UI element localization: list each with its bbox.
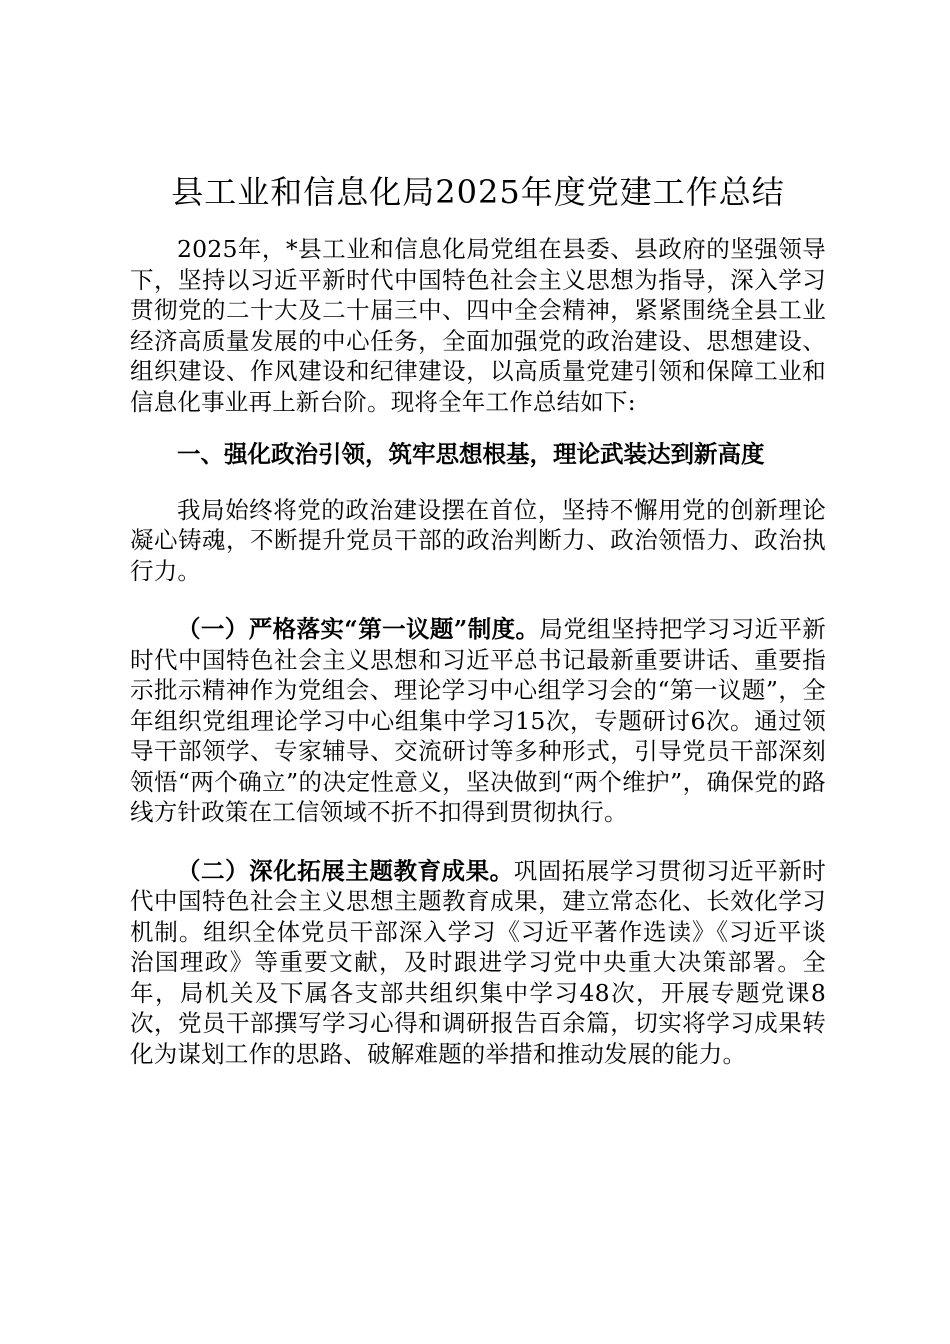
- document-page: [130, 165, 826, 1069]
- item-label: （二）深化拓展主题教育成果。: [177, 856, 514, 885]
- section-heading: 一、强化政治引领，筑牢思想根基，理论武装达到新高度: [177, 440, 765, 468]
- item-label: （一）严格落实“第一议题”制度。: [177, 615, 540, 643]
- section-lead-paragraph: 我局始终将党的政治建设摆在首位，坚持不懈用党的创新理论凝心铸魂，不断提升党员干部的政治判断力、政治领悟力、政治执行力。: [130, 495, 826, 585]
- document-title: 县工业和信息化局2025年度党建工作总结: [171, 173, 785, 211]
- item-text: 巩固拓展学习贯彻习近平新时代中国特色社会主义思想主题教育成果，建立常态化、长效化学习机制。组织全体党员干部深入学习《习近平著作选读》《习近平谈治国理政》等重要文献，及时跟进学习党中央重大决策部署。全年，局机关及下属各支部共组织集中学习48次，开展专题党课8次，党员干部撰写学习心得和调研报告百余篇，切实将学习成果转化为谋划工作的思路、破解难题的举措和推动发展的能力。: [130, 856, 826, 1068]
- item-paragraph-2: [130, 856, 826, 1070]
- intro-paragraph: 2025年，*县工业和信息化局党组在县委、县政府的坚强领导下，坚持以习近平新时代中国特色社会主义思想为指导，深入学习贯彻党的二十大及二十届三中、四中全会精神，紧紧围绕全县工业经济高质量发展的中心任务，全面加强党的政治建设、思想建设、组织建设、作风建设和纪律建设，以高质量党建引领和保障工业和信息化事业再上新台阶。现将全年工作总结如下:: [130, 235, 826, 416]
- item-text: 局党组坚持把学习习近平新时代中国特色社会主义思想和习近平总书记最新重要讲话、重要指示批示精神作为党组会、理论学习中心组学习会的“第一议题”，全年组织党组理论学习中心组集中学习15次，专题研讨6次。通过领导干部领学、专家辅导、交流研讨等多种形式，引导党员干部深刻领悟“两个确立”的决定性意义，坚决做到“两个维护”，确保党的路线方针政策在工信领域不折不扣得到贯彻执行。: [130, 615, 827, 826]
- item-paragraph-1: [130, 614, 826, 828]
